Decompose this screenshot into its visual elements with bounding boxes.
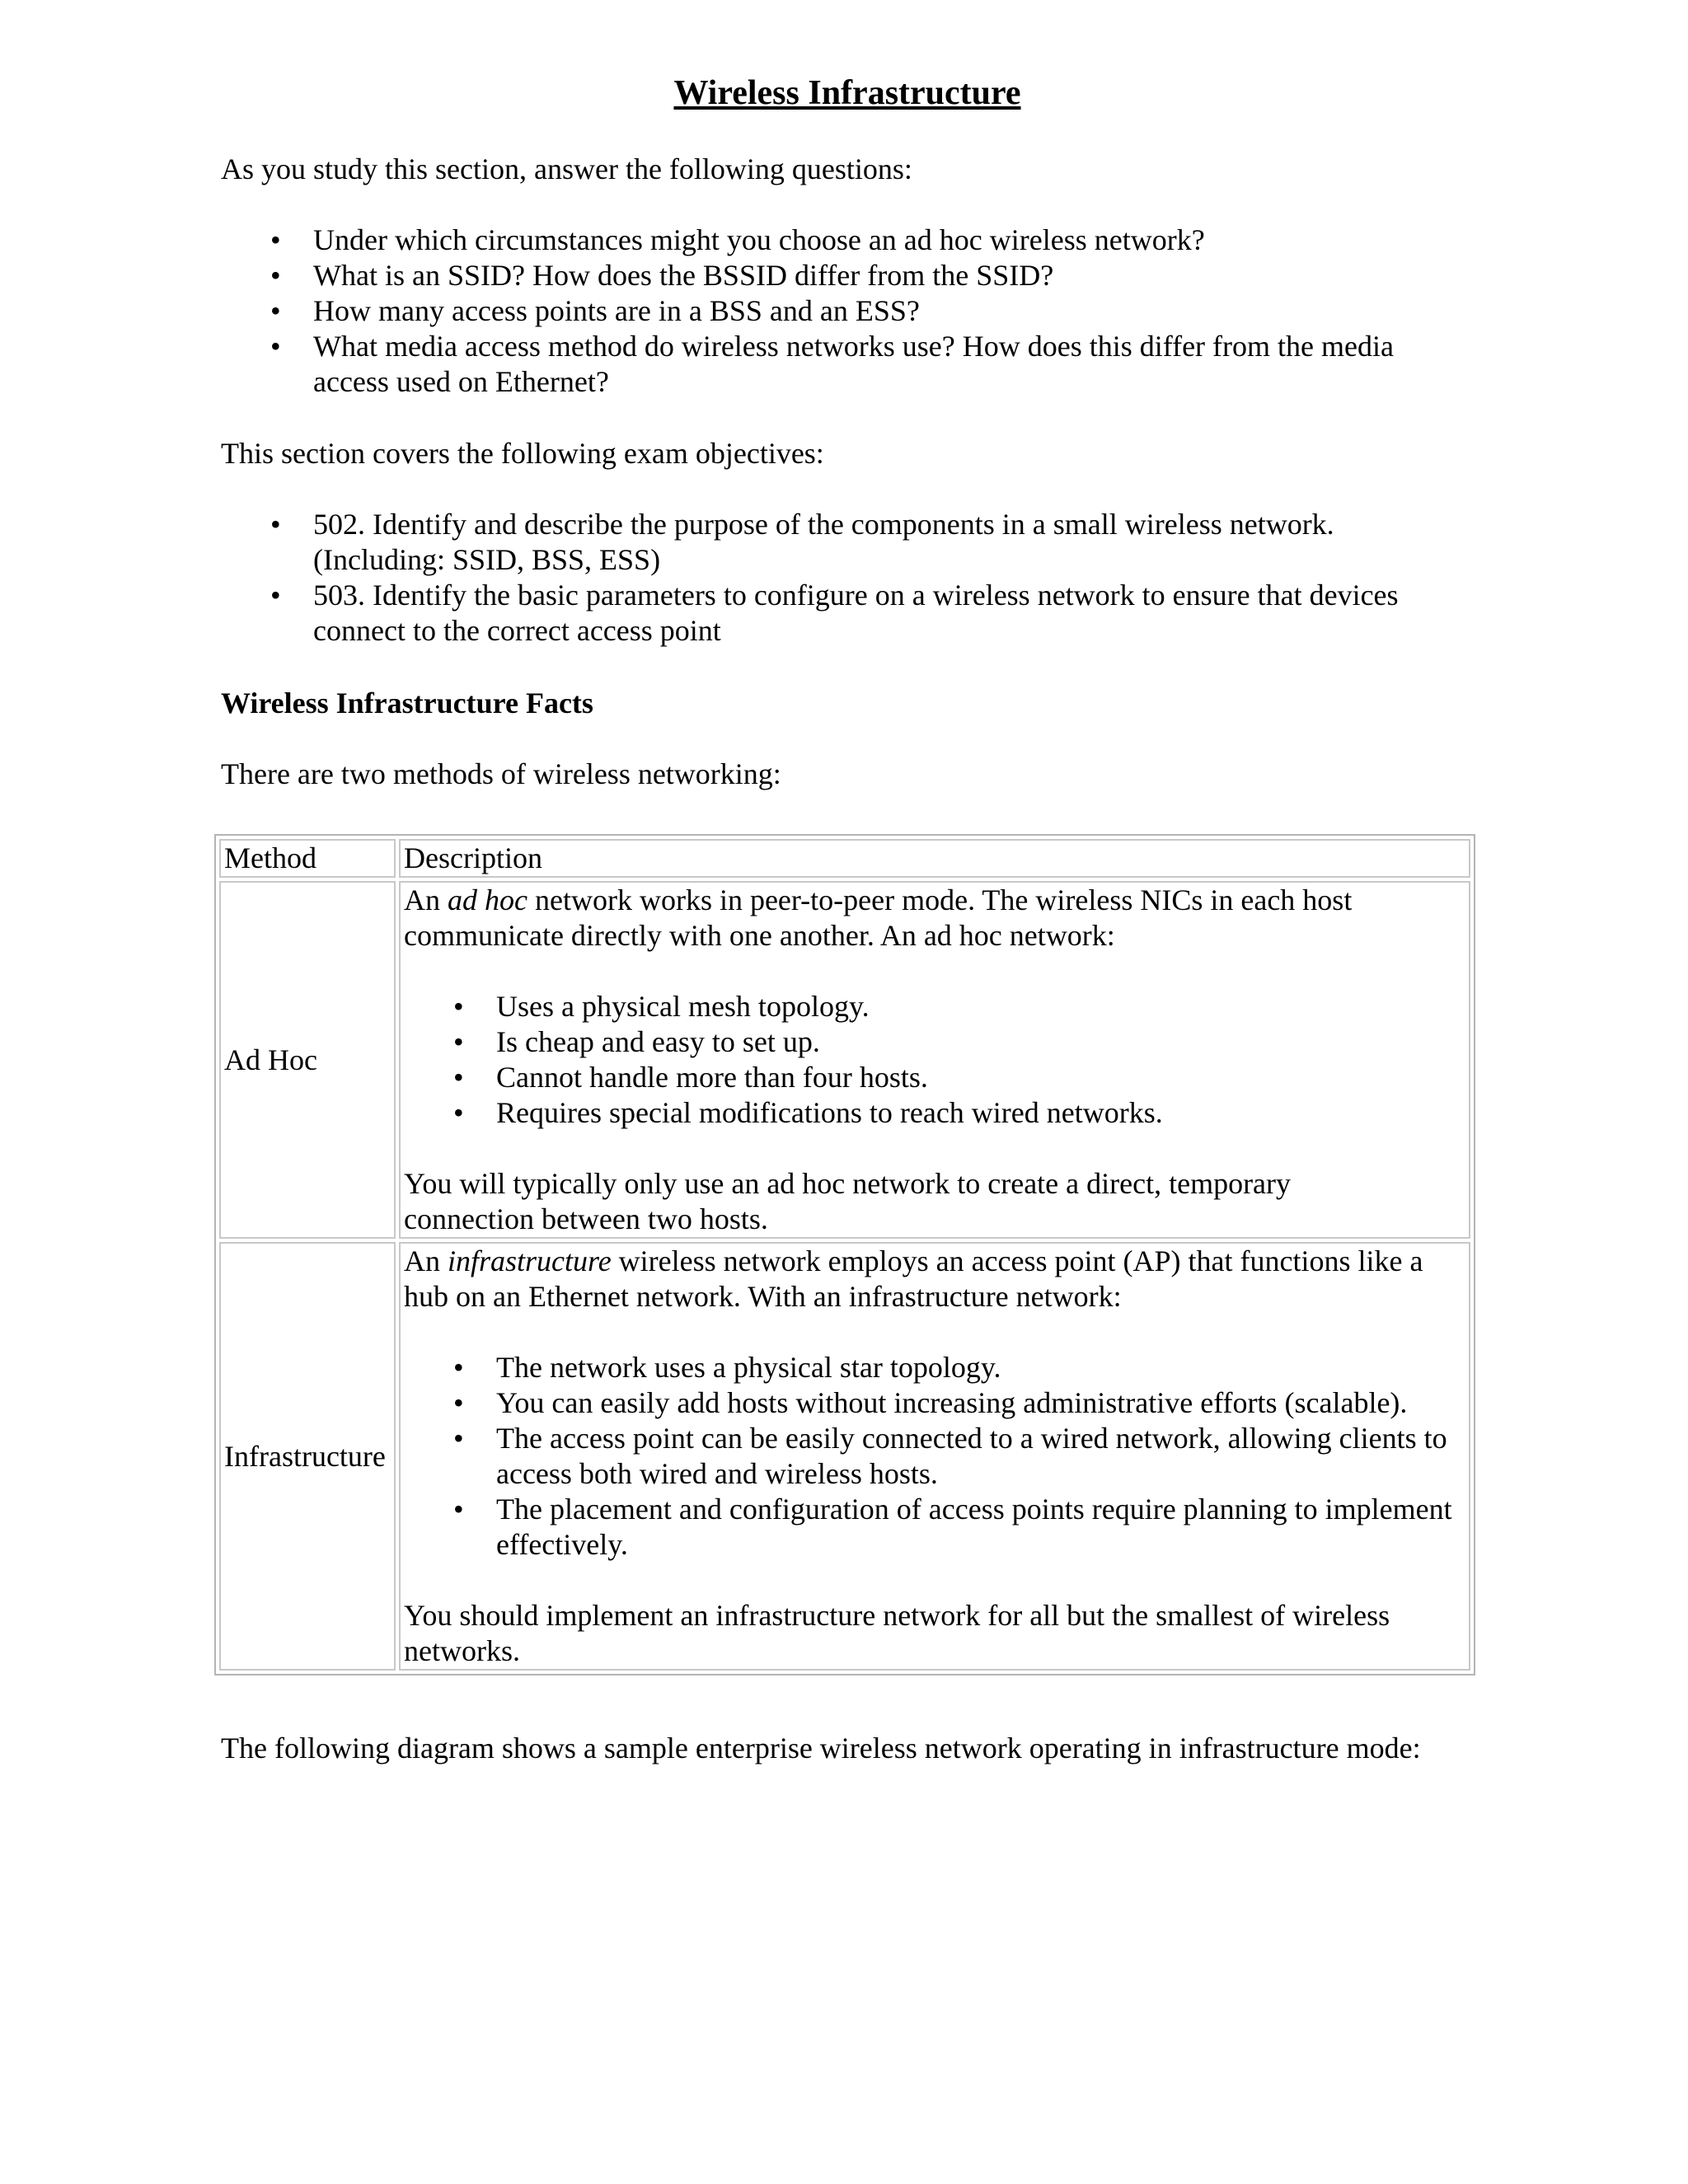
lead-text: wireless network employs an access point (AP) that functions like a hub on an Ethernet network. With an infrastructure network: bbox=[404, 1244, 1423, 1313]
list-item: • Cannot handle more than four hosts. bbox=[404, 1060, 1467, 1095]
lead-text: An bbox=[404, 1244, 448, 1277]
question-item: • What media access method do wireless networks use? How does this differ from the media access used on Ethernet? bbox=[221, 329, 1474, 400]
list-item: • Requires special modifications to reach wired networks. bbox=[404, 1095, 1467, 1131]
lead-text: An bbox=[404, 883, 448, 916]
description-lead bbox=[404, 883, 1467, 954]
intro-text: As you study this section, answer the following questions: bbox=[221, 152, 912, 185]
objectives-list bbox=[221, 507, 1474, 649]
description-closing: You should implement an infrastructure network for all but the smallest of wireless networks. bbox=[404, 1599, 1390, 1667]
list-item: • The network uses a physical star topology. bbox=[404, 1350, 1467, 1385]
question-item: • How many access points are in a BSS and an ESS? bbox=[221, 293, 1474, 329]
header-description: Description bbox=[399, 839, 1470, 878]
list-item: • Is cheap and easy to set up. bbox=[404, 1024, 1467, 1060]
diagram-intro: The following diagram shows a sample enterprise wireless network operating in infrastructure mode: bbox=[221, 1732, 1421, 1765]
feature-list bbox=[404, 1350, 1467, 1563]
description-cell bbox=[399, 1242, 1470, 1671]
objectives-intro: This section covers the following exam objectives: bbox=[221, 437, 824, 470]
description-closing: You will typically only use an ad hoc network to create a direct, temporary connection between two hosts. bbox=[404, 1167, 1292, 1235]
description-cell bbox=[399, 881, 1470, 1239]
table-header-row bbox=[219, 839, 1470, 878]
feature-list bbox=[404, 989, 1467, 1131]
page-title: Wireless Infrastructure bbox=[673, 74, 1021, 112]
list-item: • The placement and configuration of access points require planning to implement effectively. bbox=[404, 1492, 1467, 1563]
list-item: • Uses a physical mesh topology. bbox=[404, 989, 1467, 1024]
question-item: • What is an SSID? How does the BSSID differ from the SSID? bbox=[221, 258, 1474, 293]
objective-item: • 503. Identify the basic parameters to configure on a wireless network to ensure that devices connect to the correct access point bbox=[221, 578, 1474, 649]
questions-list bbox=[221, 223, 1474, 400]
lead-emphasis: ad hoc bbox=[448, 883, 528, 916]
table-row bbox=[219, 881, 1470, 1239]
description-lead bbox=[404, 1244, 1467, 1315]
lead-emphasis: infrastructure bbox=[448, 1244, 612, 1277]
facts-heading: Wireless Infrastructure Facts bbox=[221, 687, 593, 719]
method-cell: Ad Hoc bbox=[219, 881, 396, 1239]
table-row bbox=[219, 1242, 1470, 1671]
list-item: • The access point can be easily connected to a wired network, allowing clients to access both wired and wireless hosts. bbox=[404, 1421, 1467, 1492]
methods-intro: There are two methods of wireless networking: bbox=[221, 757, 781, 790]
question-item: • Under which circumstances might you choose an ad hoc wireless network? bbox=[221, 223, 1474, 258]
lead-text: network works in peer-to-peer mode. The wireless NICs in each host communicate directly with one another. An ad hoc network: bbox=[404, 883, 1353, 952]
methods-table bbox=[214, 834, 1475, 1675]
method-cell: Infrastructure bbox=[219, 1242, 396, 1671]
objective-item: • 502. Identify and describe the purpose of the components in a small wireless network. (Including: SSID, BSS, ESS) bbox=[221, 507, 1474, 578]
header-method: Method bbox=[219, 839, 396, 878]
list-item: • You can easily add hosts without increasing administrative efforts (scalable). bbox=[404, 1385, 1467, 1421]
